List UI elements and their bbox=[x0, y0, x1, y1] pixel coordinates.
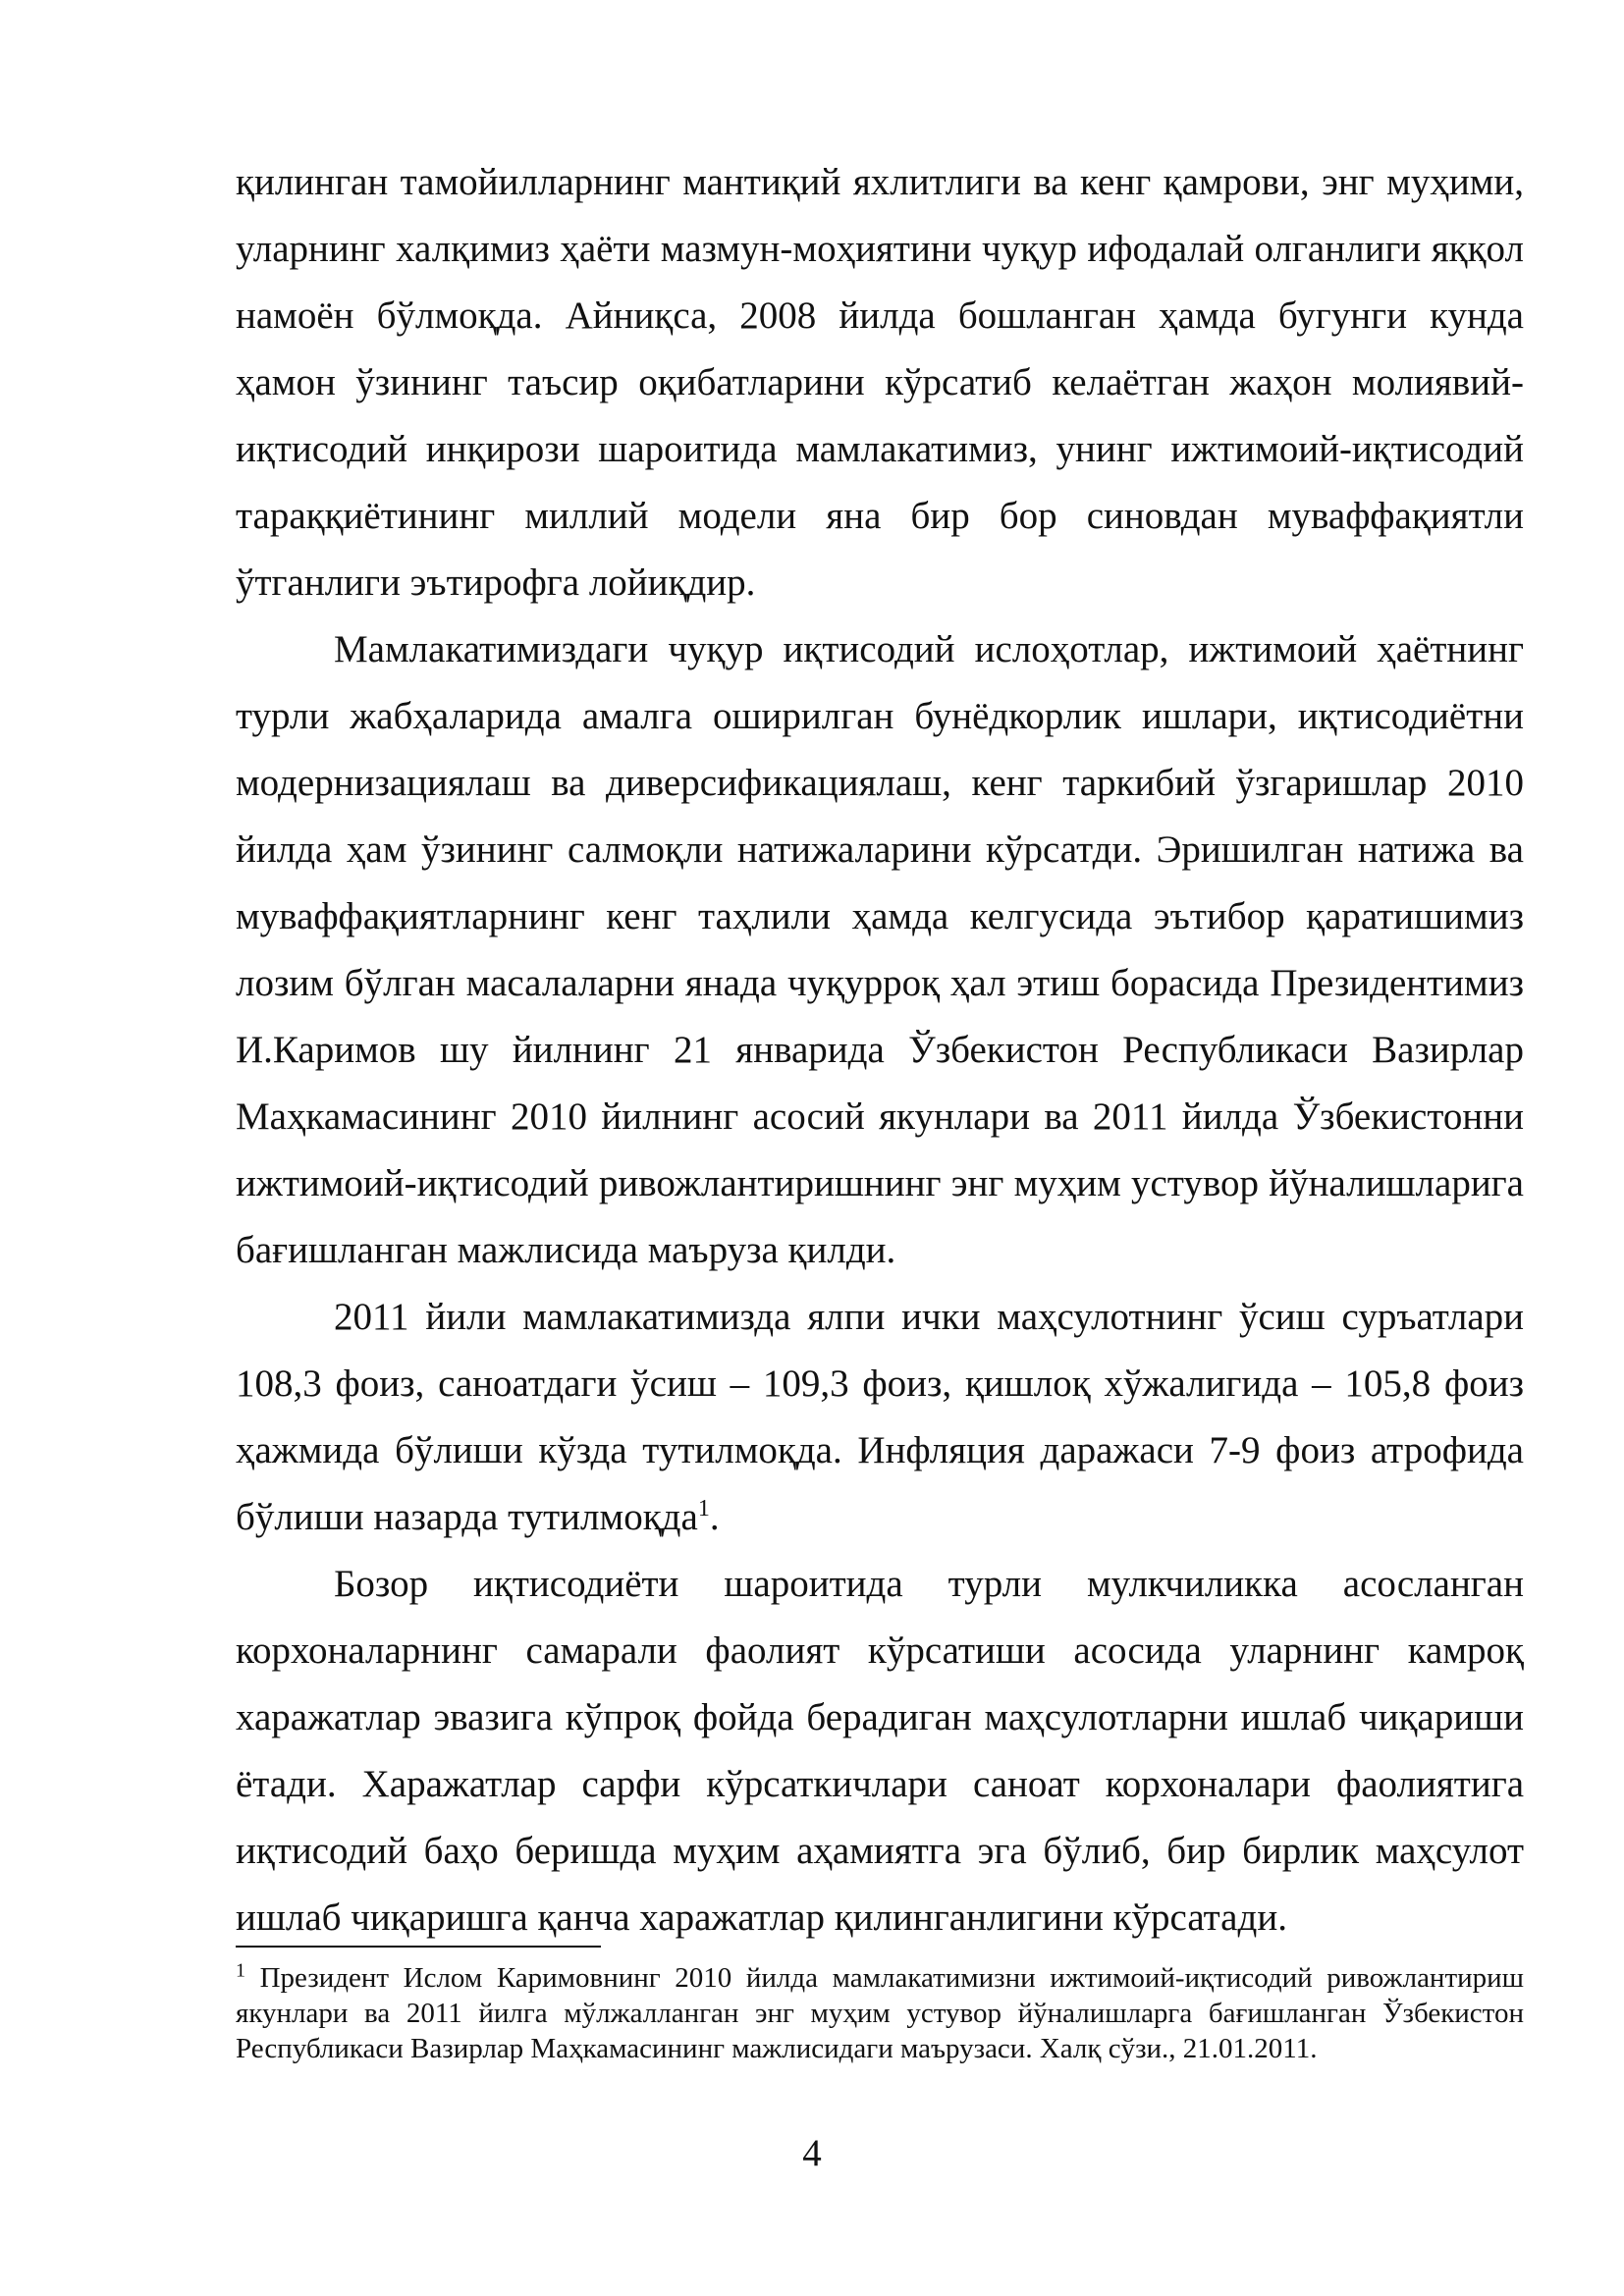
paragraph-reforms bbox=[236, 616, 1524, 1284]
footnote-separator bbox=[236, 1946, 601, 1948]
document-body bbox=[236, 149, 1524, 1951]
paragraph-2-text: Мамлакатимиздаги чуқур иқтисодий ислоҳотлар, ижтимоий ҳаётнинг турли жабҳаларида амалга оширилган бунёдкорлик ишлари, иқтисодиётни модернизациялаш ва диверсификациялаш, кенг таркибий ўзгаришлар 2010 йилда ҳам ўзининг салмоқли натижаларини кўрсатди. Эришилган натижа ва муваффақиятларнинг кенг таҳлили ҳамда келгусида эътибор қаратишимиз лозим бўлган масалаларни янада чуқурроқ ҳал этиш борасида Президентимиз И.Каримов шу йилнинг 21 январида Ўзбекистон Республикаси Вазирлар Маҳкамасининг 2010 йилнинг асосий якунлари ва 2011 йилда Ўзбекистонни ижтимоий-иқтисодий ривожлантиришнинг энг муҳим устувор йўналишларига бағишланган мажлисида маъруза қилди. bbox=[236, 628, 1524, 1271]
paragraph-3-end: . bbox=[709, 1496, 720, 1538]
footnote bbox=[236, 1960, 1524, 2066]
paragraph-4-text: Бозор иқтисодиёти шароитида турли мулкчиликка асосланган корхоналарнинг самарали фаолият кўрсатиши асосида уларнинг камроқ харажатлар эвазига кўпроқ фойда берадиган маҳсулотларни ишлаб чиқариши ётади. Харажатлар сарфи кўрсаткичлари саноат корхоналари фаолиятига иқтисодий баҳо беришда муҳим аҳамиятга эга бўлиб, бир бирлик маҳсулот ишлаб чиқаришга қанча харажатлар қилинганлигини кўрсатади. bbox=[236, 1563, 1524, 1939]
paragraph-forecast bbox=[236, 1284, 1524, 1551]
paragraph-3-text: 2011 йили мамлакатимизда ялпи ички маҳсулотнинг ўсиш суръатлари 108,3 фоиз, саноатдаги ўсиш – 109,3 фоиз, қишлоқ хўжалигида – 105,8 фоиз ҳажмида бўлиши кўзда тутилмоқда. Инфляция даражаси 7-9 фоиз атрофида бўлиши назарда тутилмоқда bbox=[236, 1296, 1524, 1538]
paragraph-market-economy bbox=[236, 1551, 1524, 1951]
footnote-marker: 1 bbox=[236, 1959, 245, 1982]
page-number: 4 bbox=[802, 2132, 822, 2174]
footnote-text: Президент Ислом Каримовнинг 2010 йилда мамлакатимизни ижтимоий-иқтисодий ривожлантириш якунлари ва 2011 йилга мўлжалланган энг муҳим устувор йўналишларга бағишланган Ўзбекистон Республикаси Вазирлар Маҳкамасининг мажлисидаги маърузаси. Халқ сўзи., 21.01.2011. bbox=[236, 1962, 1524, 2064]
paragraph-continuation bbox=[236, 149, 1524, 616]
paragraph-1-text: қилинган тамойилларнинг мантиқий яхлитлиги ва кенг қамрови, энг муҳими, уларнинг халқимиз ҳаёти мазмун-моҳиятини чуқур ифодалай олганлиги яққол намоён бўлмоқда. Айниқса, 2008 йилда бошланган ҳамда бугунги кунда ҳамон ўзининг таъсир оқибатларини кўрсатиб келаётган жаҳон молиявий-иқтисодий инқирози шароитида мамлакатимиз, унинг ижтимоий-иқтисодий тараққиётининг миллий модели яна бир бор синовдан муваффақиятли ўтганлиги эътирофга лойиқдир. bbox=[236, 161, 1524, 604]
footnote-reference: 1 bbox=[697, 1496, 710, 1522]
